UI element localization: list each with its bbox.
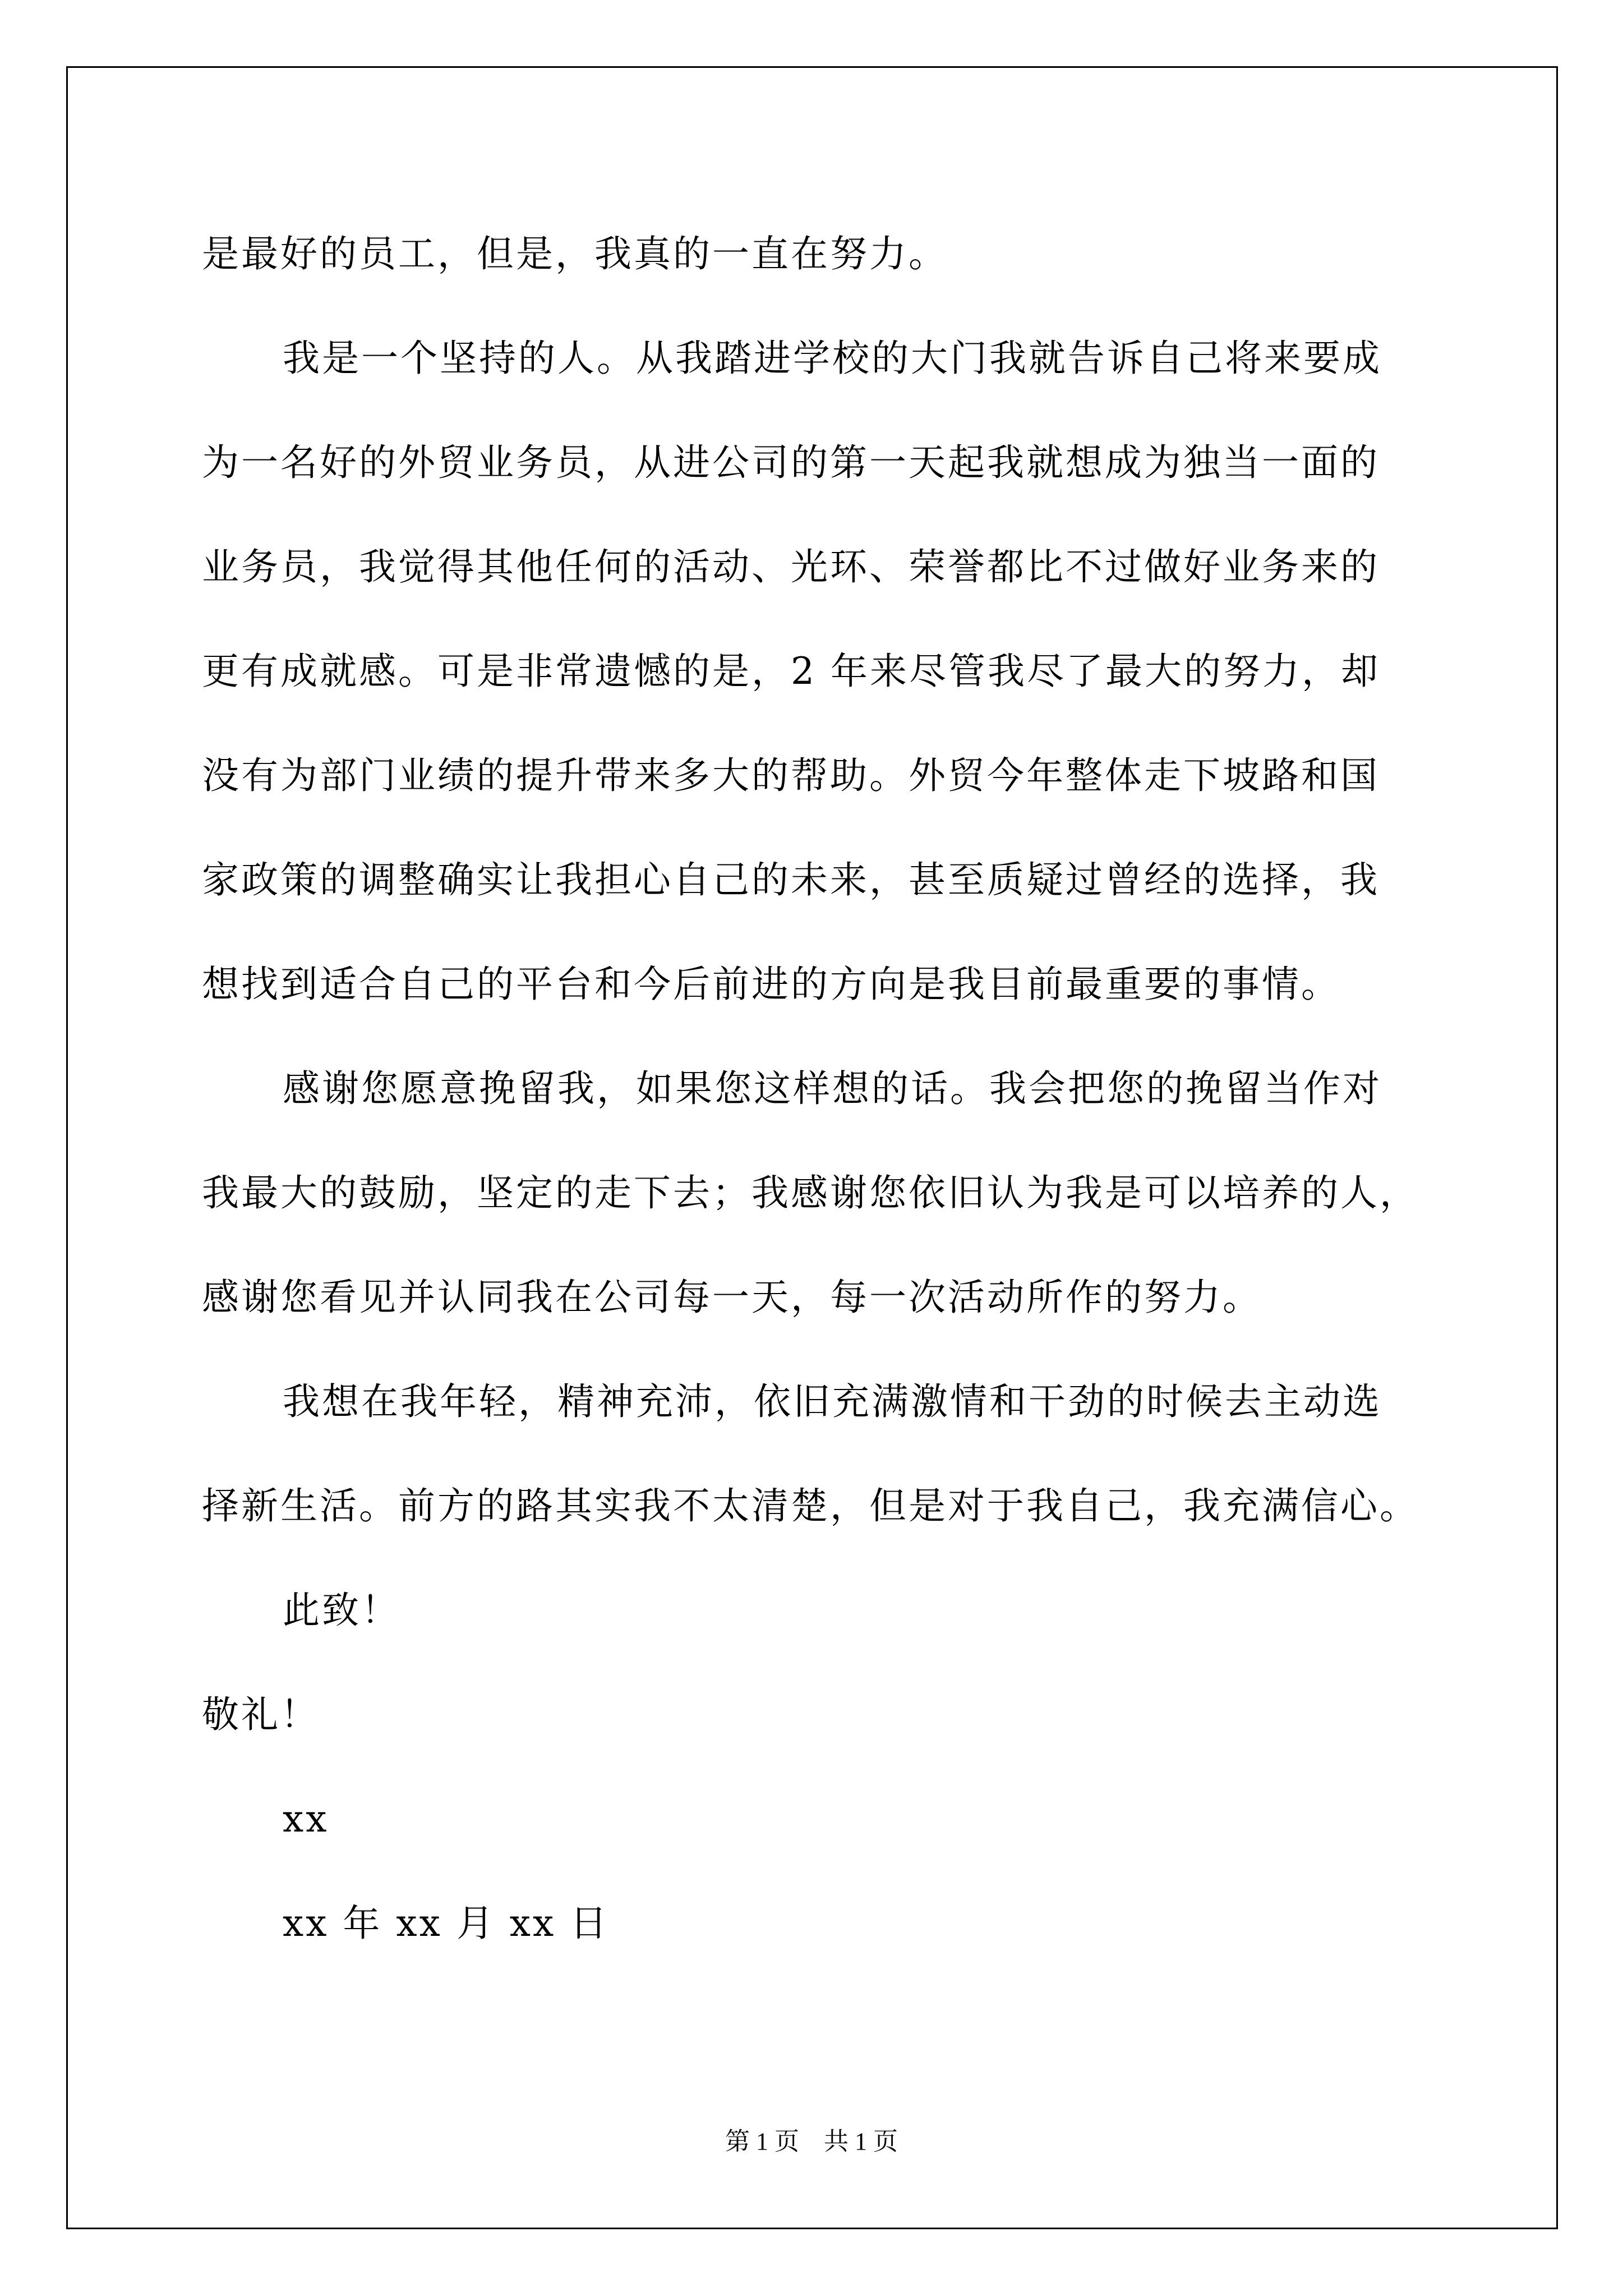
paragraph-line: 感谢您看见并认同我在公司每一天，每一次活动所作的努力。	[202, 1276, 1262, 1319]
signature-date: xx 年 xx 月 xx 日	[283, 1902, 610, 1945]
closing-salutation: 此致！	[283, 1589, 400, 1632]
letter-body	[202, 202, 1424, 1976]
paragraph-line: 更有成就感。可是非常遗憾的是，2 年来尽管我尽了最大的努力，却	[202, 650, 1380, 693]
paragraph-line: 是最好的员工，但是，我真的一直在努力。	[202, 232, 948, 275]
paragraph-line: 为一名好的外贸业务员，从进公司的第一天起我就想成为独当一面的	[202, 441, 1380, 484]
paragraph-line: 没有为部门业绩的提升带来多大的帮助。外贸今年整体走下坡路和国	[202, 754, 1380, 797]
signature-name: xx	[283, 1797, 329, 1841]
paragraph-line: 我想在我年轻，精神充沛，依旧充满激情和干劲的时候去主动选	[283, 1380, 1382, 1423]
paragraph-line: 择新生活。前方的路其实我不太清楚，但是对于我自己，我充满信心。	[202, 1484, 1419, 1527]
paragraph-line: 想找到适合自己的平台和今后前进的方向是我目前最重要的事情。	[202, 963, 1340, 1006]
paragraph-line: 业务员，我觉得其他任何的活动、光环、荣誉都比不过做好业务来的	[202, 545, 1380, 588]
paragraph-line: 感谢您愿意挽留我，如果您这样想的话。我会把您的挽留当作对	[283, 1067, 1382, 1110]
paragraph-line: 我是一个坚持的人。从我踏进学校的大门我就告诉自己将来要成	[283, 337, 1382, 380]
paragraph-line: 家政策的调整确实让我担心自己的未来，甚至质疑过曾经的选择，我	[202, 858, 1380, 901]
paragraph-line: 我最大的鼓励，坚定的走下去；我感谢您依旧认为我是可以培养的人，	[202, 1171, 1419, 1214]
page-footer: 第 1 页 共 1 页	[725, 2128, 898, 2155]
closing-regards: 敬礼！	[202, 1693, 320, 1736]
